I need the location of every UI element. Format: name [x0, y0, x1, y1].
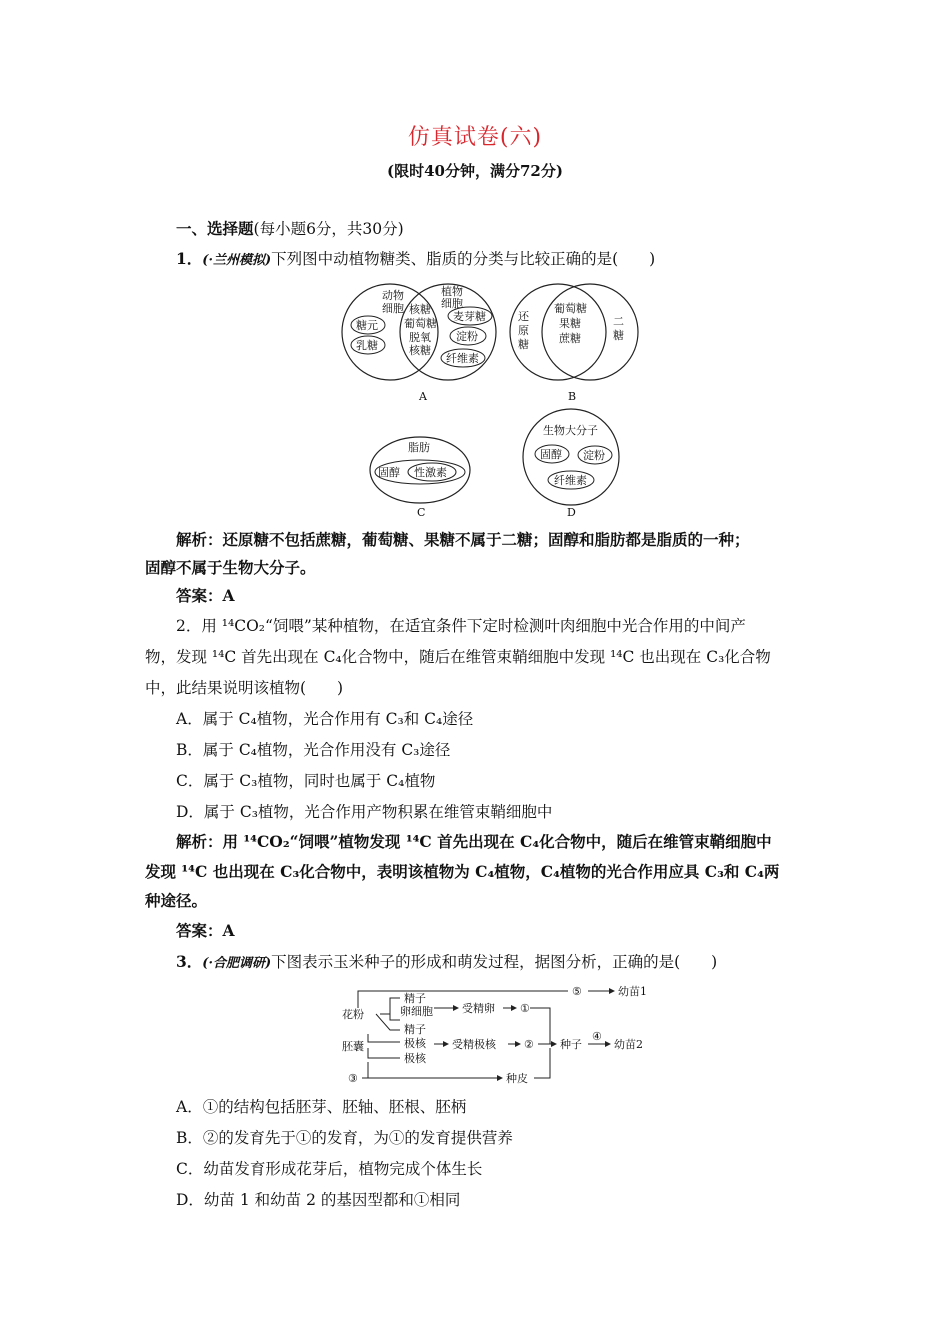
q2-option-b: B．属于 C₄植物，光合作用没有 C₃途径: [176, 741, 451, 759]
q1-stem-line: [176, 247, 655, 269]
q1-source-tag: (·兰州模拟): [202, 253, 272, 268]
diagram-a-label: A: [419, 390, 427, 403]
q1-stem: 下列图中动植物糖类、脂质的分类与比较正确的是( ): [271, 250, 656, 268]
a-center-1: 核糖: [409, 303, 431, 316]
flow-shoujingluan: 受精卵: [462, 1002, 495, 1015]
flow-jingzi1: 精子: [404, 992, 426, 1005]
flow-jihe1: 极核: [404, 1037, 426, 1050]
q2-analysis-line3: 种途径。: [145, 891, 208, 910]
diagram-d: [523, 409, 619, 519]
q3-stem: 下图表示玉米种子的形成和萌发过程，据图分析，正确的是( ): [271, 953, 718, 971]
q2-analysis-line1: 解析：用 ¹⁴CO₂“饲喂”植物发现 ¹⁴C 首先出现在 C₄化合物中，随后在维管束鞘细胞中: [176, 832, 772, 851]
q2-stem-line2: 物，发现 ¹⁴C 首先出现在 C₄化合物中，随后在维管束鞘细胞中发现 ¹⁴C 也出现在 C₃化合物: [145, 648, 771, 666]
b-center-2: 果糖: [559, 317, 581, 330]
q3-number: 3．: [176, 952, 203, 971]
q2-stem-line3: 中，此结果说明该植物( ): [145, 679, 344, 697]
flow-youmiao2: 幼苗2: [614, 1038, 643, 1051]
flow-c5: ⑤: [572, 985, 582, 998]
q1-answer: 答案：A: [176, 586, 235, 605]
q1-analysis-line2: 固醇不属于生物大分子。: [145, 558, 316, 577]
diagram-c: [370, 437, 470, 519]
q3-option-a: A．①的结构包括胚芽、胚轴、胚根、胚柄: [176, 1098, 467, 1116]
q3-option-c: C．幼苗发育形成花芽后，植物完成个体生长: [176, 1160, 483, 1178]
c-item-guchun: 固醇: [378, 466, 400, 479]
d-item-dianfen: 淀粉: [583, 449, 605, 462]
q2-analysis-line2: 发现 ¹⁴C 也出现在 C₃化合物中，表明该植物为 C₄植物，C₄植物的光合作用应具 C₃和 C₄两: [145, 862, 780, 881]
q1-diagrams-ab: [330, 280, 650, 405]
diagram-b-label: B: [568, 390, 577, 403]
flow-c3: ③: [348, 1072, 358, 1085]
flow-c2: ②: [524, 1038, 534, 1051]
a-center-3a: 脱氧: [409, 331, 431, 344]
q3-option-d: D．幼苗 1 和幼苗 2 的基因型都和①相同: [176, 1191, 461, 1209]
q1-analysis-line1: 解析：还原糖不包括蔗糖，葡萄糖、果糖不属于二糖；固醇和脂肪都是脂质的一种；: [176, 530, 750, 549]
a-right-title-2: 细胞: [441, 297, 463, 310]
flow-line-peinang-jihe2: [368, 1048, 400, 1058]
a-right-title-1: 植物: [441, 285, 463, 298]
q2-option-a: A．属于 C₄植物，光合作用有 C₃和 C₄途径: [176, 710, 474, 728]
q2-option-c: C．属于 C₃植物，同时也属于 C₄植物: [176, 772, 436, 790]
q3-flow-diagram: [338, 982, 658, 1090]
flow-line-zhongpi-zhongzi: [534, 1048, 550, 1078]
q1-diagrams-cd: [365, 405, 625, 520]
flow-labels: [342, 984, 647, 1085]
d-outer-label: 生物大分子: [543, 424, 598, 437]
a-item-rutang: 乳糖: [356, 339, 378, 352]
flow-c4: ④: [592, 1030, 602, 1043]
b-left-2: 原: [518, 324, 529, 337]
flow-jihe2: 极核: [404, 1052, 426, 1065]
q1-number: 1．: [176, 249, 203, 268]
b-left-1: 还: [518, 310, 529, 323]
flow-luanxibao: 卵细胞: [400, 1005, 433, 1018]
q3-source-tag: (·合肥调研): [202, 956, 272, 971]
b-left-3: 糖: [518, 338, 529, 351]
d-item-xianweisu: 纤维素: [554, 474, 587, 487]
flow-jingzi2: 精子: [404, 1023, 426, 1036]
page-title: 仿真试卷(六): [407, 125, 543, 150]
a-item-dianfen: 淀粉: [456, 330, 478, 343]
c-item-xingjisu: 性激素: [414, 466, 447, 479]
page-subtitle: (限时40分钟，满分72分): [387, 162, 563, 180]
q2-stem-line1: 2．用 ¹⁴CO₂“饲喂”某种植物，在适宜条件下定时检测叶肉细胞中光合作用的中间产: [176, 617, 746, 635]
a-item-xianweisu: 纤维素: [446, 352, 479, 365]
d-item-guchun: 固醇: [540, 448, 562, 461]
flow-peinang: 胚囊: [342, 1040, 364, 1053]
diagram-c-label: C: [417, 506, 426, 519]
flow-line-huafen-jingzi2: [376, 1014, 400, 1030]
q2-answer: 答案：A: [176, 921, 235, 940]
a-center-2: 葡萄糖: [404, 317, 437, 330]
diagram-d-label: D: [567, 506, 576, 519]
flow-youmiao1: 幼苗1: [618, 985, 647, 998]
flow-line-peinang-jihe: [368, 1034, 400, 1042]
bracket-top-b: [390, 1014, 400, 1020]
a-center-3b: 核糖: [409, 344, 431, 357]
b-right-2: 糖: [613, 329, 624, 342]
q2-option-d: D．属于 C₃植物，光合作用产物积累在维管束鞘细胞中: [176, 803, 553, 821]
section-note: (每小题6分，共30分): [253, 220, 404, 238]
a-left-title-2: 细胞: [382, 302, 404, 315]
flow-zhongpi: 种皮: [506, 1072, 528, 1085]
section-heading: [176, 217, 404, 239]
b-center-1: 葡萄糖: [554, 302, 587, 315]
q3-stem-line: [176, 950, 717, 972]
bracket-top-a: [380, 998, 400, 1014]
q3-option-b: B．②的发育先于①的发育，为①的发育提供营养: [176, 1129, 513, 1147]
diagram-a: [342, 284, 496, 403]
a-item-tangyuan: 糖元: [356, 319, 378, 332]
section-label: 一、选择题: [176, 219, 254, 238]
b-right-1: 二: [613, 315, 624, 328]
flow-huafen: 花粉: [342, 1008, 364, 1021]
flow-zhongzi: 种子: [560, 1038, 582, 1051]
flow-c1: ①: [520, 1002, 530, 1015]
flow-shoujingjihe: 受精极核: [452, 1038, 496, 1051]
b-center-3: 蔗糖: [559, 332, 581, 345]
c-outer-label: 脂肪: [408, 441, 430, 454]
diagram-b: [510, 284, 638, 403]
a-item-maiyatang: 麦芽糖: [453, 310, 486, 323]
a-left-title-1: 动物: [382, 289, 404, 302]
